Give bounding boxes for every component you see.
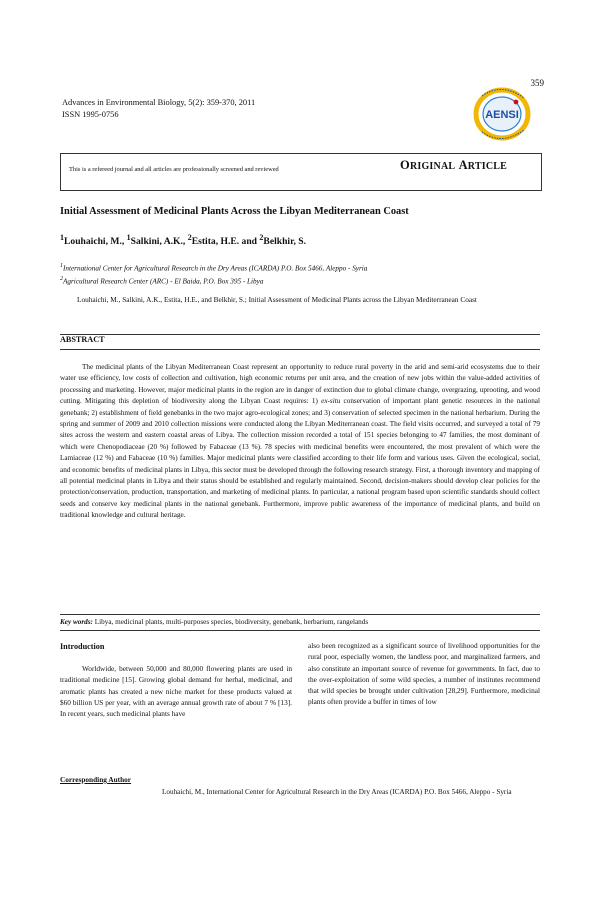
author-name: Estita, H.E. and [191,236,260,248]
abstract-text-1: The medicinal plants of the Libyan Mediterranean Coast represent an opportunity to reduce rural poverty in the arid and semi-arid ecosystems due to their water use efficiency, low costs of collection and cultivation, high economic returns per unit area, and the creation of new jobs within the value-added activities of processing and marketing. However, major medicinal plants in the region are in danger of extinction due to global climate change, overgrazing, uprooting, and wood cutting. Mitigating this depletion of biodiversity along the Libyan Coast requires: 1) [60,363,540,406]
divider [60,349,540,350]
introduction-heading: Introduction [60,642,105,651]
affiliation-text: International Center for Agricultural Research in the Dry Areas (ICARDA) P.O. Box 5466, Aleppo - Syria [63,264,368,273]
keywords-text: Libya, medicinal plants, multi-purposes species, biodiversity, genebank, herbarium, rangelands [94,618,369,626]
aensi-logo-graphic [458,84,540,144]
journal-info [62,97,255,120]
corresponding-author-heading: Corresponding Author [60,775,132,784]
author-sup: 2 [187,233,192,242]
abstract-text-2: conservation of important plant genetic resources in the national genebank; 2) establishment of field genebanks in the two major agro-ecological zones; and 3) conservation of selected specimen in the national herbarium. During the spring and summer of 2009 and 2010 collection missions were conducted along the Libyan Mediterranean coast. The field visits occurred, and surveyed a total of 79 sites across the western and eastern coastal areas of Libya. The collection mission recorded a total of 151 species belonging to 47 families, the most dominant of which were Chenopodiaceae (20 %) followed by Fabaceae (13 %). 78 species with medicinal benefits were encountered, the most prevalent of which were the Lamiaceae (12 %) and Fabaceae (10 %) families. Major medicinal plants were classified according to their life form and various uses. Given the ecological, social, and economic benefits of medicinal plants in Libya, this sector must be developed through the following research strategy. First, a thorough inventory and mapping of all potential medicinal plants in Libya and their status should be established and regularly maintained. Second, decision-makers should develop clear policies for the protection/conservation, production, transportation, and marketing of medicinal plants. In particular, a national program based upon scientific standards should collect seeds and conserve key medicinal plants in the national genebank. Furthermore, improve public awareness of the importance of medicinal plants, and build on traditional knowledge and cultural heritage. [60,397,540,520]
corresponding-author-details: Louhaichi, M., International Center for Agricultural Research in the Dry Areas (ICARDA) P.O. Box 5466, Aleppo - Syria [162,788,512,796]
author-name: Louhaichi, M., [64,236,127,248]
abstract-italic-term: ex-situ [321,397,341,406]
introduction-column-2 [308,640,540,708]
journal-issn: ISSN 1995-0756 [62,109,119,119]
keywords [60,618,540,626]
affiliation-2 [60,276,540,285]
affiliation-text: Agricultural Research Center (ARC) - El Baida, P.O. Box 395 - Libya [63,277,264,286]
abstract-heading: ABSTRACT [60,335,105,344]
article-type-label [400,158,507,173]
author-sup: 1 [126,233,131,242]
article-type-initial-1: O [400,158,410,172]
introduction-column-1 [60,663,292,719]
review-note: This is a refereed journal and all articles are professionally screened and reviewed [69,166,279,173]
divider [60,614,540,615]
article-type-initial-2: A [458,158,468,172]
journal-citation: Advances in Environmental Biology, 5(2): 359-370, 2011 [62,98,256,107]
citation-text: Louhaichi, M., Salkini, A.K., Estita, H.E., and Belkhir, S.; Initial Assessment of Medicinal Plants across the Libyan Mediterranean Coast [77,295,477,304]
introduction-paragraph: also been recognized as a significant source of livelihood opportunities for the rural poor, especially women, the landless poor, and marginalized farmers, and also constitute an important source of revenue for governments. In fact, due to the over-exploitation of some wild species, a number of institutes recommend that wild species be brought under cultivation [28,29]. Furthermore, medicinal plants often provide a buffer in times of low [308,641,540,707]
abstract-body [60,362,540,522]
article-type-rest-2: RTICLE [467,161,507,172]
page-number: 359 [530,78,544,88]
aensi-logo [458,84,540,144]
keywords-label: Key words: [60,618,93,626]
article-title: Initial Assessment of Medicinal Plants Across the Libyan Mediterranean Coast [60,206,409,217]
author-name: Salkini, A.K., [130,236,188,248]
author-list [60,233,306,247]
divider [60,334,540,335]
introduction-paragraph: Worldwide, between 50,000 and 80,000 flowering plants are used in traditional medicine [15]. Growing global demand for herbal, medicinal, and aromatic plants has created a new niche market for these products valued at $60 billion US per year, with an average annual growth rate of about 7 % [13]. In recent years, such medicinal plants have [60,664,292,719]
affiliation-1 [60,263,540,272]
author-sup: 1 [60,233,64,242]
author-name: Belkhir, S. [263,236,306,248]
article-type-rest-1: RIGINAL [409,161,456,172]
logo-brand-text: AENSI [485,109,519,121]
divider [60,630,540,631]
affiliation-sup: 2 [60,276,63,282]
author-sup: 2 [259,233,264,242]
affiliation-sup: 1 [60,263,63,269]
